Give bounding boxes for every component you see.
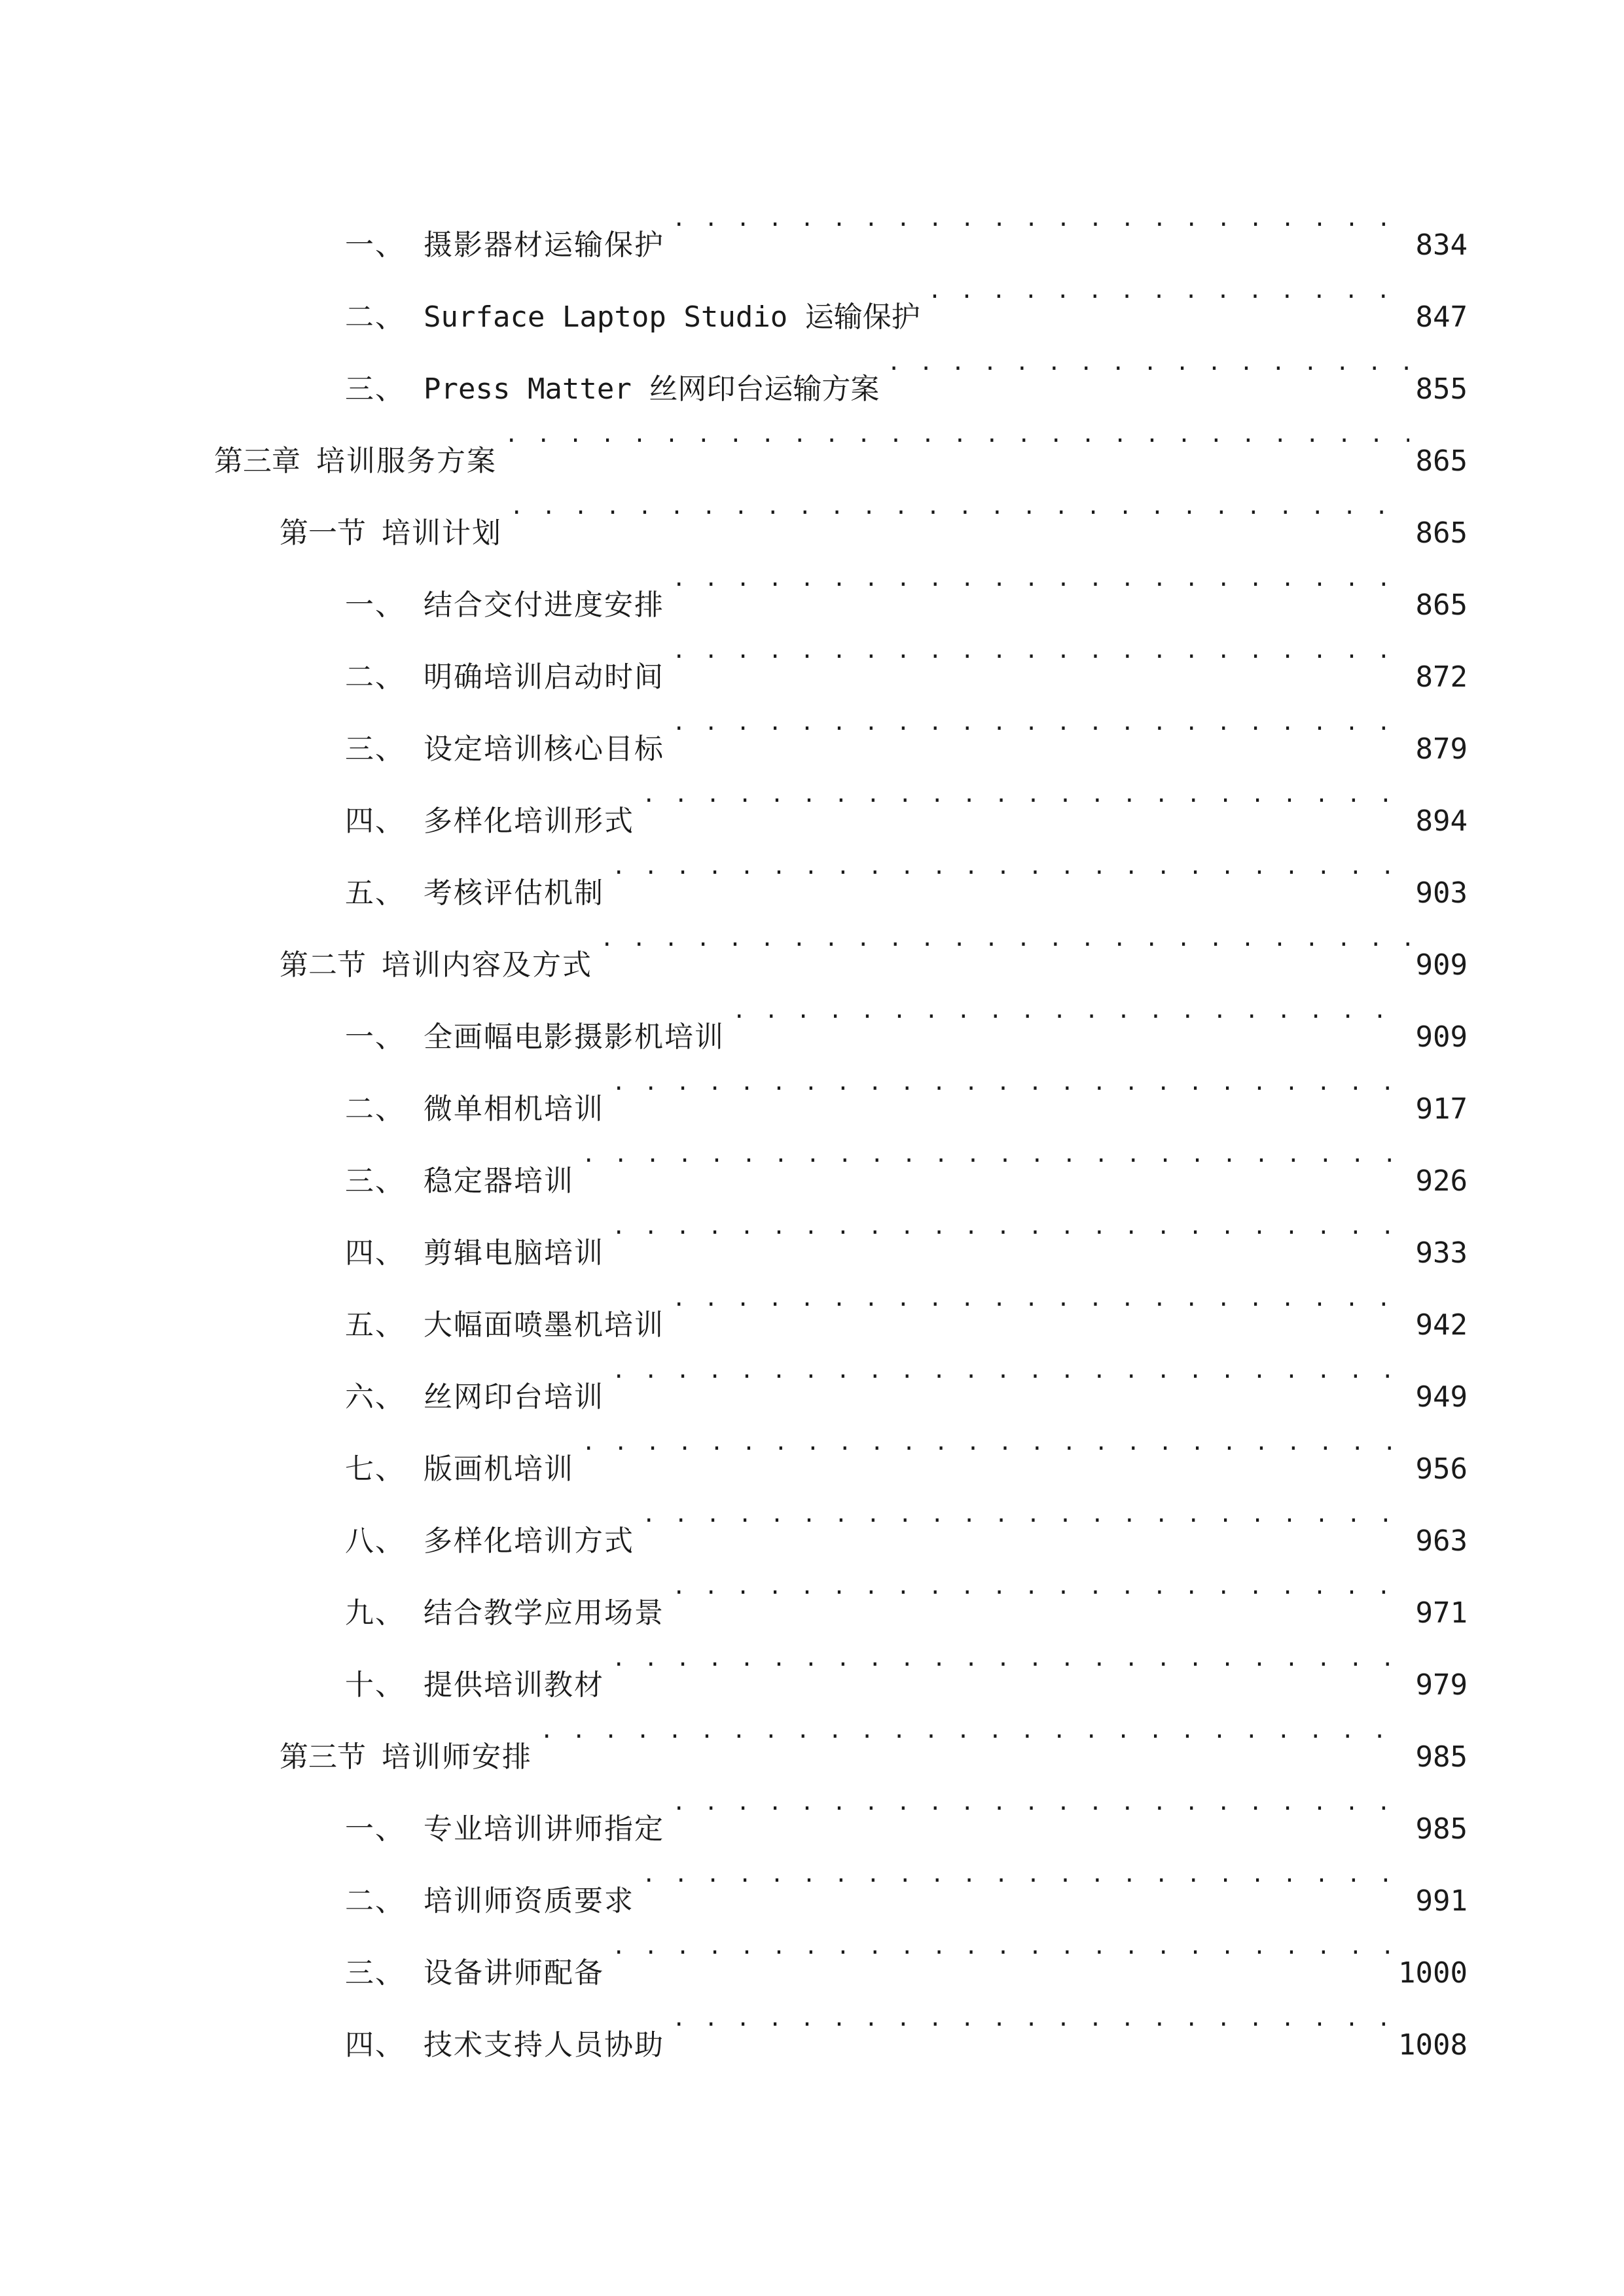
toc-entry[interactable]: [345, 1982, 1468, 2062]
toc-entry[interactable]: [345, 1191, 1468, 1270]
toc-entry-chapter[interactable]: [214, 399, 1468, 478]
toc-entry-title: 微单相机培训: [424, 1092, 604, 1126]
dot-leader: [612, 831, 1409, 903]
toc-entry[interactable]: [345, 759, 1468, 838]
toc-entry[interactable]: [345, 543, 1468, 622]
dot-leader: [612, 1910, 1392, 1982]
toc-entry-page: 917: [1415, 1092, 1468, 1126]
toc-entry[interactable]: [345, 255, 1468, 334]
toc-entry-title: 多样化培训方式: [424, 1524, 634, 1558]
toc-entry[interactable]: [345, 1839, 1468, 1918]
toc-entry-number: 九、: [345, 1596, 405, 1630]
toc-entry-number: 第二节: [280, 948, 366, 982]
toc-entry-number: 一、: [345, 228, 405, 262]
toc-entry-page: 956: [1415, 1452, 1468, 1486]
toc-entry-number: 第三节: [280, 1740, 366, 1774]
toc-entry-page: 834: [1415, 228, 1468, 262]
toc-entry-number: 四、: [345, 1236, 405, 1270]
dot-leader: [612, 1191, 1409, 1263]
toc-entry-title: 提供培训教材: [424, 1668, 604, 1702]
toc-entry[interactable]: [345, 1551, 1468, 1630]
toc-entry[interactable]: [345, 615, 1468, 694]
toc-entry-page: 979: [1415, 1668, 1468, 1702]
dot-leader: [672, 1982, 1392, 2054]
toc-entry-page: 855: [1415, 372, 1468, 406]
dot-leader: [887, 327, 1409, 399]
toc-entry-title: Press Matter 丝网印台运输方案: [424, 372, 880, 406]
toc-entry-page: 991: [1415, 1884, 1468, 1918]
toc-entry-section[interactable]: [280, 903, 1468, 982]
dot-leader: [510, 471, 1409, 543]
toc-entry-number: 三、: [345, 1164, 405, 1198]
toc-entry-title: 结合教学应用场景: [424, 1596, 664, 1630]
toc-entry-title: 多样化培训形式: [424, 804, 634, 838]
toc-entry-title: 丝网印台培训: [424, 1380, 604, 1414]
dot-leader: [612, 1335, 1409, 1407]
toc-entry-title: 考核评估机制: [424, 876, 604, 910]
dot-leader: [672, 615, 1409, 687]
toc-entry[interactable]: [345, 1335, 1468, 1414]
dot-leader: [672, 183, 1409, 255]
toc-entry[interactable]: [345, 831, 1468, 910]
toc-entry-page: 879: [1415, 732, 1468, 766]
toc-entry-page: 865: [1415, 516, 1468, 550]
toc-entry-page: 903: [1415, 876, 1468, 910]
toc-entry-number: 一、: [345, 588, 405, 622]
toc-entry-title: 技术支持人员协助: [424, 2028, 664, 2062]
toc-entry-title: 设备讲师配备: [424, 1956, 604, 1990]
toc-entry-number: 三、: [345, 1956, 405, 1990]
toc-entry-page: 865: [1415, 588, 1468, 622]
dot-leader: [642, 1839, 1409, 1910]
toc-entry-title: 摄影器材运输保护: [424, 228, 664, 262]
toc-entry-title: 结合交付进度安排: [424, 588, 664, 622]
toc-entry-page: 865: [1415, 444, 1468, 478]
toc-entry-title: 全画幅电影摄影机培训: [424, 1020, 725, 1054]
toc-entry-page: 1000: [1398, 1956, 1468, 1990]
toc-entry-title: 培训师安排: [382, 1740, 532, 1774]
toc-entry-number: 四、: [345, 2028, 405, 2062]
toc-entry-number: 二、: [345, 300, 405, 334]
toc-entry-number: 第一节: [280, 516, 366, 550]
toc-entry-title: 培训师资质要求: [424, 1884, 634, 1918]
toc-entry-number: 第三章: [214, 444, 300, 478]
toc-entry-page: 985: [1415, 1740, 1468, 1774]
toc-entry-number: 十、: [345, 1668, 405, 1702]
toc-entry-title: 稳定器培训: [424, 1164, 574, 1198]
toc-entry-title: Surface Laptop Studio 运输保护: [424, 300, 920, 334]
toc-entry-page: 933: [1415, 1236, 1468, 1270]
toc-entry[interactable]: [345, 1910, 1468, 1990]
toc-entry-number: 一、: [345, 1812, 405, 1846]
toc-entry-page: 847: [1415, 300, 1468, 334]
toc-entry-number: 二、: [345, 1884, 405, 1918]
toc-entry-number: 二、: [345, 660, 405, 694]
toc-entry[interactable]: [345, 1263, 1468, 1342]
toc-entry-page: 971: [1415, 1596, 1468, 1630]
toc-entry-page: 926: [1415, 1164, 1468, 1198]
toc-entry-page: 942: [1415, 1308, 1468, 1342]
dot-leader: [582, 1407, 1409, 1479]
toc-entry-title: 明确培训启动时间: [424, 660, 664, 694]
toc-entry[interactable]: [345, 1119, 1468, 1198]
dot-leader: [540, 1695, 1409, 1767]
toc-entry-number: 二、: [345, 1092, 405, 1126]
dot-leader: [672, 543, 1409, 615]
toc-entry[interactable]: [345, 1479, 1468, 1558]
toc-entry-page: 909: [1415, 1020, 1468, 1054]
dot-leader: [672, 1551, 1409, 1623]
toc-entry-page: 894: [1415, 804, 1468, 838]
toc-entry-page: 963: [1415, 1524, 1468, 1558]
toc-entry-title: 培训内容及方式: [382, 948, 592, 982]
dot-leader: [505, 399, 1409, 471]
toc-entry[interactable]: [345, 327, 1468, 406]
dot-leader: [732, 975, 1409, 1047]
toc-entry-title: 大幅面喷墨机培训: [424, 1308, 664, 1342]
toc-entry-page: 909: [1415, 948, 1468, 982]
toc-entry-page: 872: [1415, 660, 1468, 694]
toc-entry[interactable]: [345, 975, 1468, 1054]
toc-entry[interactable]: [345, 1623, 1468, 1702]
toc-entry[interactable]: [345, 183, 1468, 262]
toc-entry-page: 985: [1415, 1812, 1468, 1846]
toc-entry-number: 三、: [345, 732, 405, 766]
toc-entry-number: 一、: [345, 1020, 405, 1054]
toc-entry-title: 专业培训讲师指定: [424, 1812, 664, 1846]
toc-entry-title: 培训服务方案: [316, 444, 497, 478]
toc-entry-number: 三、: [345, 372, 405, 406]
toc-entry-title: 版画机培训: [424, 1452, 574, 1486]
toc-entry-page: 949: [1415, 1380, 1468, 1414]
toc-entry[interactable]: [345, 1767, 1468, 1846]
dot-leader: [642, 1479, 1409, 1551]
toc-entry-number: 七、: [345, 1452, 405, 1486]
toc-entry-number: 五、: [345, 876, 405, 910]
dot-leader: [600, 903, 1409, 975]
toc-entry-title: 剪辑电脑培训: [424, 1236, 604, 1270]
toc-entry[interactable]: [345, 687, 1468, 766]
toc-entry-title: 设定培训核心目标: [424, 732, 664, 766]
toc-entry-title: 培训计划: [382, 516, 502, 550]
dot-leader: [612, 1623, 1409, 1695]
toc-entry-number: 八、: [345, 1524, 405, 1558]
dot-leader: [672, 1767, 1409, 1839]
toc-entry-number: 五、: [345, 1308, 405, 1342]
toc-entry-number: 六、: [345, 1380, 405, 1414]
toc-entry-section[interactable]: [280, 1695, 1468, 1774]
toc-entry[interactable]: [345, 1407, 1468, 1486]
dot-leader: [928, 255, 1409, 327]
dot-leader: [672, 1263, 1409, 1335]
dot-leader: [672, 687, 1409, 759]
dot-leader: [582, 1119, 1409, 1191]
toc-entry-number: 四、: [345, 804, 405, 838]
toc-entry-section[interactable]: [280, 471, 1468, 550]
toc-entry[interactable]: [345, 1047, 1468, 1126]
toc-entry-page: 1008: [1398, 2028, 1468, 2062]
dot-leader: [612, 1047, 1409, 1119]
dot-leader: [642, 759, 1409, 831]
